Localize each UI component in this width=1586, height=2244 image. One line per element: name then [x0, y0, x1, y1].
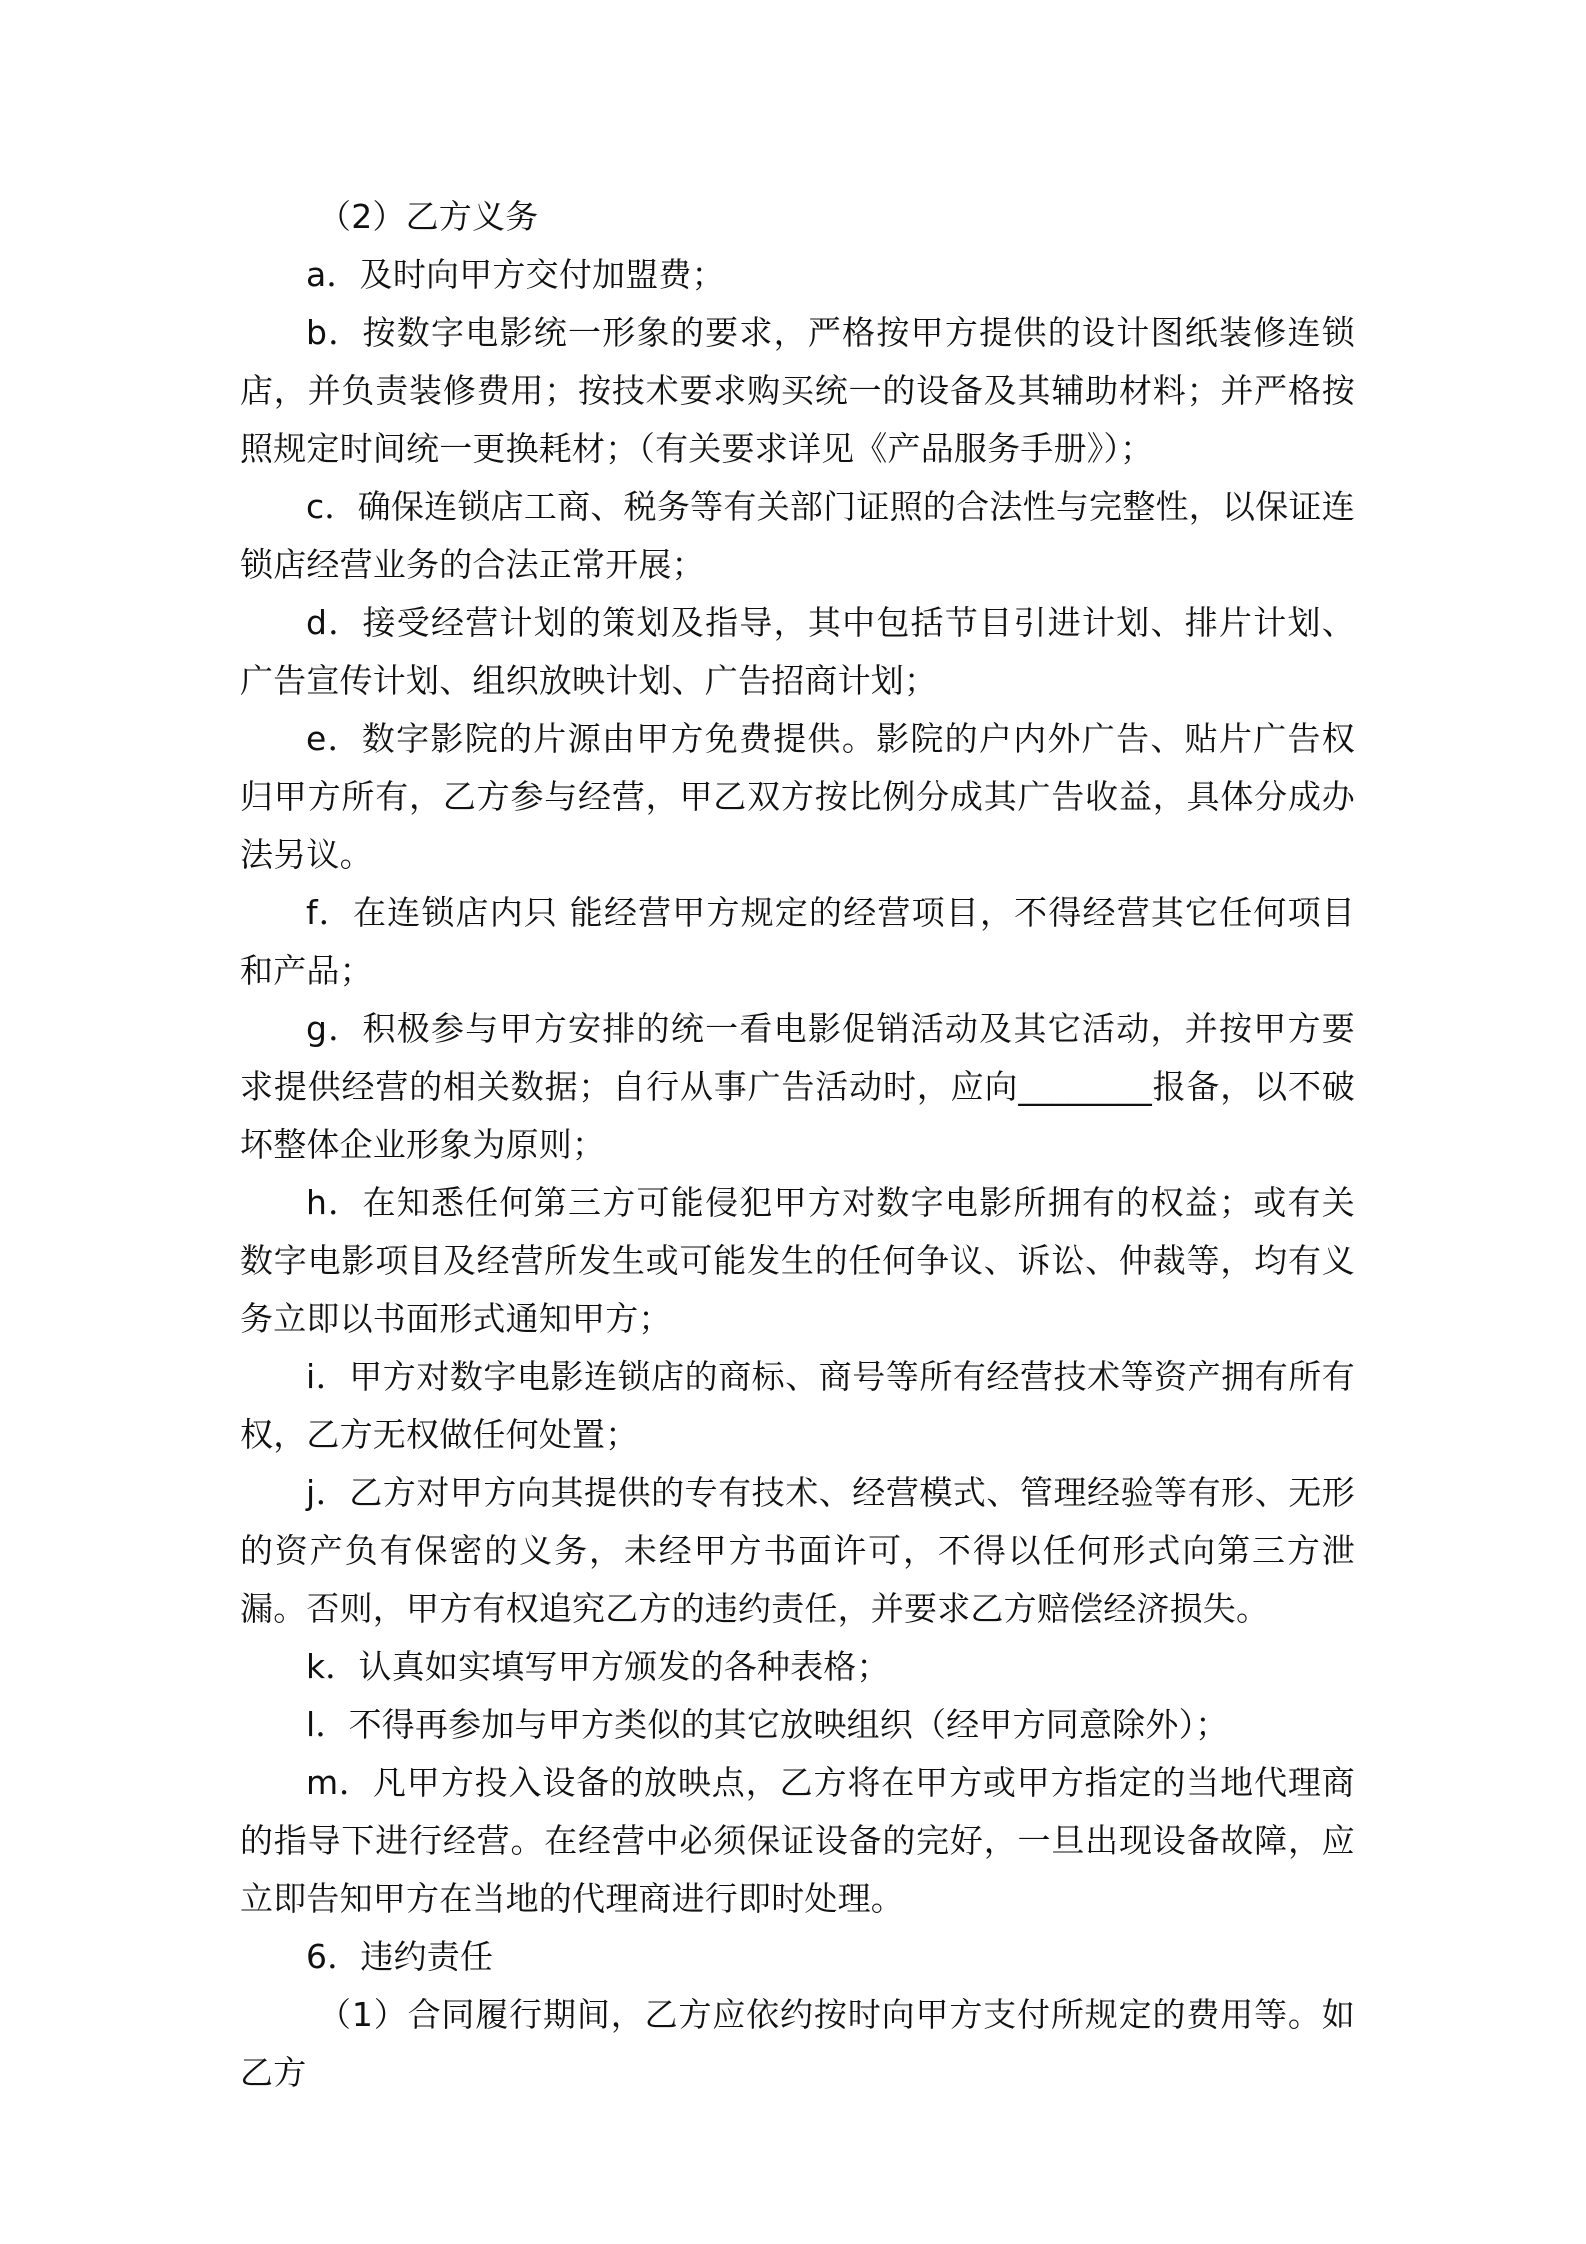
- clause-b: b．按数字电影统一形象的要求，严格按甲方提供的设计图纸装修连锁店，并负责装修费用；按技术要求购买统一的设备及其辅助材料；并严格按照规定时间统一更换耗材；（有关要求详见《产品服务手册》）；: [240, 313, 1355, 468]
- clause-g: g．积极参与甲方安排的统一看电影促销活动及其它活动，并按甲方要求提供经营的相关数据；自行从事广告活动时，应向________报备，以不破坏整体企业形象为原则；: [240, 1009, 1355, 1164]
- clause-h: h．在知悉任何第三方可能侵犯甲方对数字电影所拥有的权益；或有关数字电影项目及经营所发生或可能发生的任何争议、诉讼、仲裁等，均有义务立即以书面形式通知甲方；: [240, 1183, 1355, 1338]
- clause-l: l．不得再参加与甲方类似的其它放映组织（经甲方同意除外）；: [306, 1705, 1229, 1744]
- clause-a: a．及时向甲方交付加盟费；: [306, 255, 725, 294]
- clause-m: m．凡甲方投入设备的放映点，乙方将在甲方或甲方指定的当地代理商的指导下进行经营。在经营中必须保证设备的完好，一旦出现设备故障，应立即告知甲方在当地的代理商进行即时处理。: [240, 1763, 1355, 1918]
- clause-k: k．认真如实填写甲方颁发的各种表格；: [306, 1647, 890, 1686]
- document-body: [240, 188, 1355, 2102]
- clause-f: f．在连锁店内只 能经营甲方规定的经营项目，不得经营其它任何项目和产品；: [240, 893, 1355, 990]
- clause-d: d．接受经营计划的策划及指导，其中包括节目引进计划、排片计划、广告宣传计划、组织放映计划、广告招商计划；: [240, 603, 1355, 700]
- liability-clause-1: （1）合同履行期间，乙方应依约按时向甲方支付所规定的费用等。如乙方: [240, 1995, 1355, 2092]
- clause-e: e．数字影院的片源由甲方免费提供。影院的户内外广告、贴片广告权归甲方所有，乙方参与经营，甲乙双方按比例分成其广告收益，具体分成办法另议。: [240, 719, 1355, 874]
- clause-i: i．甲方对数字电影连锁店的商标、商号等所有经营技术等资产拥有所有权，乙方无权做任何处置；: [240, 1357, 1355, 1454]
- section-heading-obligations: （2）乙方义务: [318, 197, 539, 236]
- section-heading-liability: 6．违约责任: [306, 1937, 494, 1976]
- clause-j: j．乙方对甲方向其提供的专有技术、经营模式、管理经验等有形、无形的资产负有保密的义务，未经甲方书面许可，不得以任何形式向第三方泄漏。否则，甲方有权追究乙方的违约责任，并要求乙方赔偿经济损失。: [240, 1473, 1355, 1628]
- clause-c: c．确保连锁店工商、税务等有关部门证照的合法性与完整性，以保证连锁店经营业务的合法正常开展；: [240, 487, 1355, 584]
